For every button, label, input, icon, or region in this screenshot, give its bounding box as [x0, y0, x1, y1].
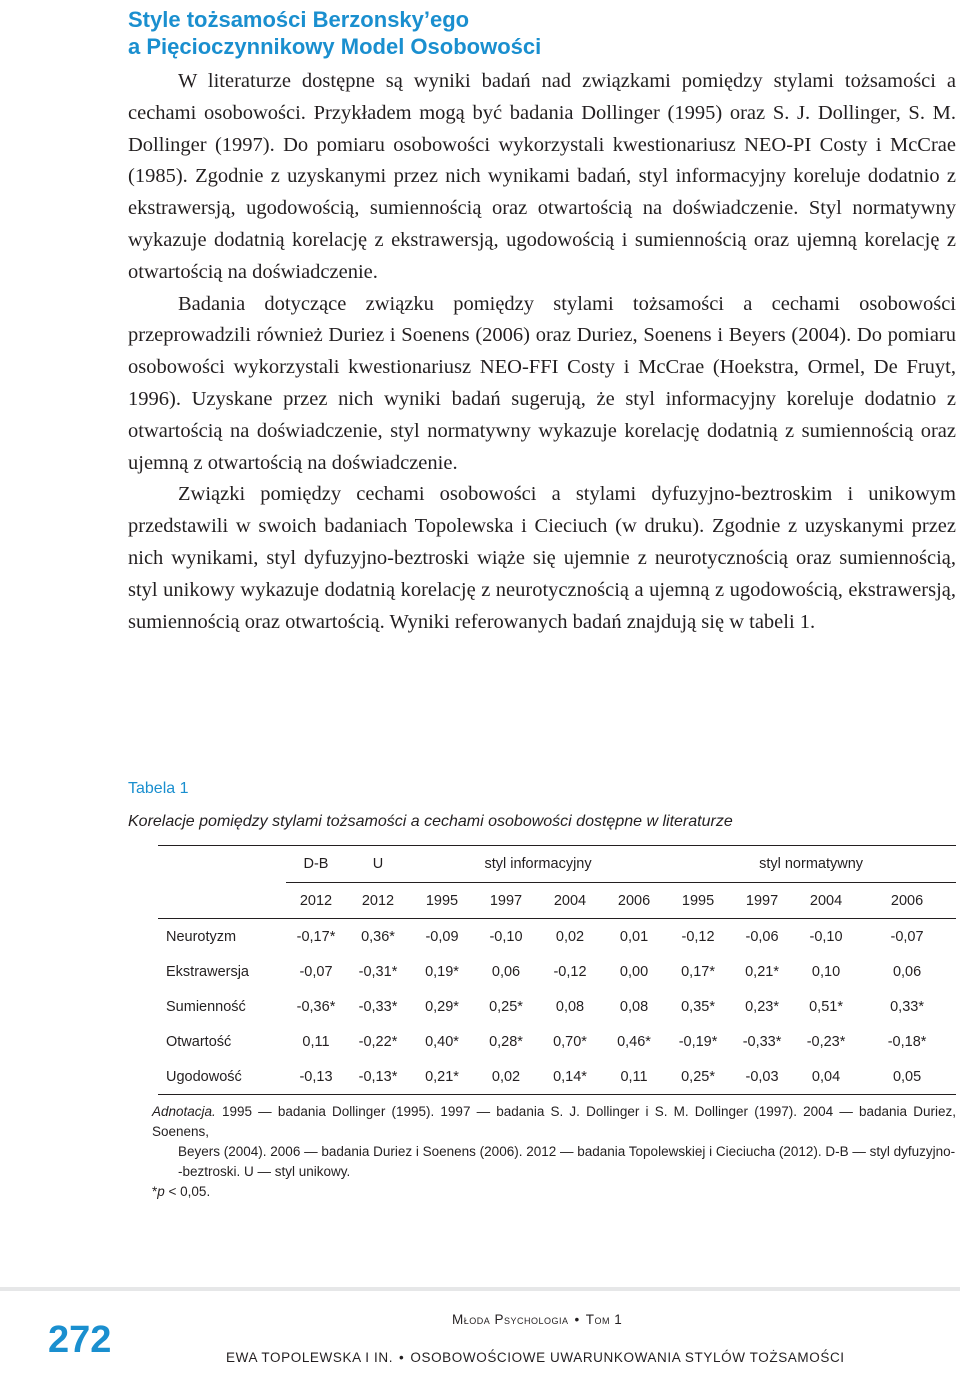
- table-cell: 0,05: [892, 1068, 922, 1085]
- table-cell: -0,12: [681, 928, 715, 945]
- row-label: Sumienność: [166, 998, 246, 1015]
- table-cell: -0,10: [489, 928, 523, 945]
- section-heading-line-1: Style tożsamości Berzonsky’ego: [128, 7, 470, 32]
- table-cell: -0,13: [299, 1068, 333, 1085]
- table-cell: 0,01: [619, 928, 649, 945]
- journal-name: Młoda Psychologia: [452, 1312, 569, 1327]
- table-cell: -0,18*: [887, 1033, 927, 1050]
- table-label: Tabela 1: [128, 780, 189, 797]
- group-header-u: U: [346, 846, 410, 883]
- annotation-line-3: -beztroski. U — styl unikowy.: [178, 1164, 351, 1179]
- table-cell: 0,06: [491, 963, 521, 980]
- table-row: [158, 1059, 956, 1095]
- table-caption: [128, 778, 733, 833]
- table-cell: 0,19*: [425, 963, 459, 980]
- table-row: [158, 919, 956, 955]
- table-cell: 0,04: [811, 1068, 841, 1085]
- annotation-text-1: 1995 — badania Dollinger (1995). 1997 — badania S. J. Dollinger i S. M. Dollinger (1997). 2004 — badania Duriez, Soenens,: [152, 1104, 956, 1139]
- footer-authors: EWA TOPOLEWSKA I IN.: [226, 1350, 394, 1365]
- bullet-separator: •: [399, 1350, 405, 1365]
- table-cell: 0,40*: [425, 1033, 459, 1050]
- year-header: 2012: [361, 892, 395, 909]
- group-header-db: D-B: [286, 846, 346, 883]
- table-cell: 0,21*: [425, 1068, 459, 1085]
- bullet-separator: •: [574, 1312, 580, 1327]
- row-label: Neurotyzm: [166, 928, 237, 945]
- table-cell: -0,33*: [742, 1033, 782, 1050]
- table-cell: 0,25*: [681, 1068, 715, 1085]
- section-heading: [128, 6, 541, 60]
- table-cell: 0,11: [302, 1033, 330, 1050]
- row-label: Ekstrawersja: [166, 963, 249, 980]
- table-body: [158, 919, 956, 1095]
- table-cell: 0,06: [892, 963, 922, 980]
- table-cell: -0,23*: [806, 1033, 846, 1050]
- table-cell: -0,06: [745, 928, 779, 945]
- table-cell: 0,23*: [745, 998, 779, 1015]
- journal-info: [452, 1312, 622, 1327]
- table-year-header: [158, 883, 956, 919]
- table-cell: -0,09: [425, 928, 459, 945]
- table-cell: 0,11: [620, 1068, 648, 1085]
- annotation-label: Adnotacja.: [152, 1104, 216, 1119]
- table-cell: -0,07: [299, 963, 333, 980]
- table-cell: 0,51*: [809, 998, 843, 1015]
- year-header: 2004: [553, 892, 587, 909]
- table-cell: -0,33*: [358, 998, 398, 1015]
- table-cell: 0,02: [555, 928, 585, 945]
- table-cell: 0,00: [619, 963, 649, 980]
- table-cell: 0,02: [491, 1068, 521, 1085]
- year-header: 1997: [745, 892, 779, 909]
- table-cell: 0,21*: [745, 963, 779, 980]
- table-notes: [152, 1102, 956, 1202]
- table-title: Korelacje pomiędzy stylami tożsamości a cechami osobowości dostępne w literaturze: [128, 813, 733, 830]
- row-label: Ugodowość: [166, 1068, 242, 1085]
- annotation-line-2: Beyers (2004). 2006 — badania Duriez i Soenens (2006). 2012 — badania Topolewskiej i Cieciucha (2012). D-B — styl dyfuzyjno-: [178, 1144, 956, 1159]
- table-cell: 0,10: [811, 963, 841, 980]
- journal-volume: Tom 1: [585, 1312, 623, 1327]
- table-cell: -0,07: [890, 928, 924, 945]
- table-cell: -0,19*: [678, 1033, 718, 1050]
- page-number: 272: [48, 1319, 112, 1361]
- table-cell: -0,03: [745, 1068, 779, 1085]
- table-cell: 0,35*: [681, 998, 715, 1015]
- correlation-table: [158, 845, 956, 1095]
- row-label: Otwartość: [166, 1033, 232, 1050]
- footer-running-title: OSOBOWOŚCIOWE UWARUNKOWANIA STYLÓW TOŻSAMOŚCI: [410, 1350, 845, 1365]
- table-row: [158, 1024, 956, 1059]
- table-cell: 0,14*: [553, 1068, 587, 1085]
- body-text: [128, 66, 956, 638]
- table-cell: 0,17*: [681, 963, 715, 980]
- annotation-line-1: [152, 1102, 956, 1142]
- table-cell: -0,13*: [358, 1068, 398, 1085]
- paragraph-3: Związki pomiędzy cechami osobowości a stylami dyfuzyjno-beztroskim i unikowym przedstawili w swoich badaniach Topolewska i Cieciuch (w druku). Zgodnie z uzyskanymi przez nich wynikami, styl dyfuzyjno-beztroski wiąże się ujemnie z neurotycznością oraz sumiennością, styl unikowy wykazuje dodatnią korelację z neurotycznością a ujemną z ugodowością, ekstrawersją, sumiennością oraz otwartością. Wyniki referowanych badań znajdują się w tabeli 1.: [128, 483, 956, 633]
- table-cell: 0,33*: [890, 998, 924, 1015]
- table-cell: -0,12: [553, 963, 587, 980]
- table-cell: 0,46*: [617, 1033, 651, 1050]
- year-header: 1997: [489, 892, 523, 909]
- section-heading-line-2: a Pięcioczynnikowy Model Osobowości: [128, 34, 542, 59]
- table-cell: 0,28*: [489, 1033, 523, 1050]
- year-header: 1995: [681, 892, 715, 909]
- table-cell: 0,08: [619, 998, 649, 1015]
- table-cell: 0,36*: [361, 928, 395, 945]
- group-header-normative: styl normatywny: [666, 846, 956, 883]
- table-cell: 0,25*: [489, 998, 523, 1015]
- paragraph-1: W literaturze dostępne są wyniki badań nad związkami pomiędzy stylami tożsamości a cechami osobowości. Przykładem mogą być badania Dollinger (1995) oraz S. J. Dollinger, S. M. Dollinger (1997). Do pomiaru osobowości wykorzystali kwestionariusz NEO-PI Costy i McCrae (1985). Zgodnie z uzyskanymi przez nich wynikami badań, styl informacyjny koreluje dodatnio z ekstrawersją, ugodowością, sumiennością oraz otwartością na doświadczenie. Styl normatywny wykazuje dodatnią korelację z ekstrawersją, ugodowością i sumiennością oraz ujemną korelację z otwartością na doświadczenie.: [128, 70, 956, 283]
- paragraph-2: Badania dotyczące związku pomiędzy stylami tożsamości a cechami osobowości przeprowadzili również Duriez i Soenens (2006) oraz Duriez, Soenens i Beyers (2004). Do pomiaru osobowości wykorzystali kwestionariusz NEO-FFI Costy i McCrae (Hoekstra, Ormel, De Fruyt, 1996). Uzyskane przez nich wyniki badań sugerują, że styl informacyjny koreluje dodatnio z otwartością na doświadczenie, styl normatywny wykazuje korelację dodatnią z sumiennością oraz ujemną z otwartością na doświadczenie.: [128, 292, 956, 474]
- footer-divider: [0, 1287, 960, 1291]
- table-cell: 0,70*: [553, 1033, 587, 1050]
- running-footer: [226, 1350, 845, 1365]
- year-header: 1995: [425, 892, 459, 909]
- table-cell: -0,31*: [358, 963, 398, 980]
- table-group-header: [158, 846, 956, 883]
- table-cell: 0,29*: [425, 998, 459, 1015]
- table-row: [158, 954, 956, 989]
- year-header: 2006: [617, 892, 651, 909]
- year-header: 2004: [809, 892, 843, 909]
- year-header: 2012: [299, 892, 333, 909]
- year-header: 2006: [890, 892, 924, 909]
- table-row: [158, 989, 956, 1024]
- significance-note: *p < 0,05.: [152, 1184, 211, 1199]
- table-cell: -0,10: [809, 928, 843, 945]
- table-cell: -0,36*: [296, 998, 336, 1015]
- table-cell: -0,17*: [296, 928, 336, 945]
- group-header-informational: styl informacyjny: [410, 846, 666, 883]
- table-cell: -0,22*: [358, 1033, 398, 1050]
- table-cell: 0,08: [555, 998, 585, 1015]
